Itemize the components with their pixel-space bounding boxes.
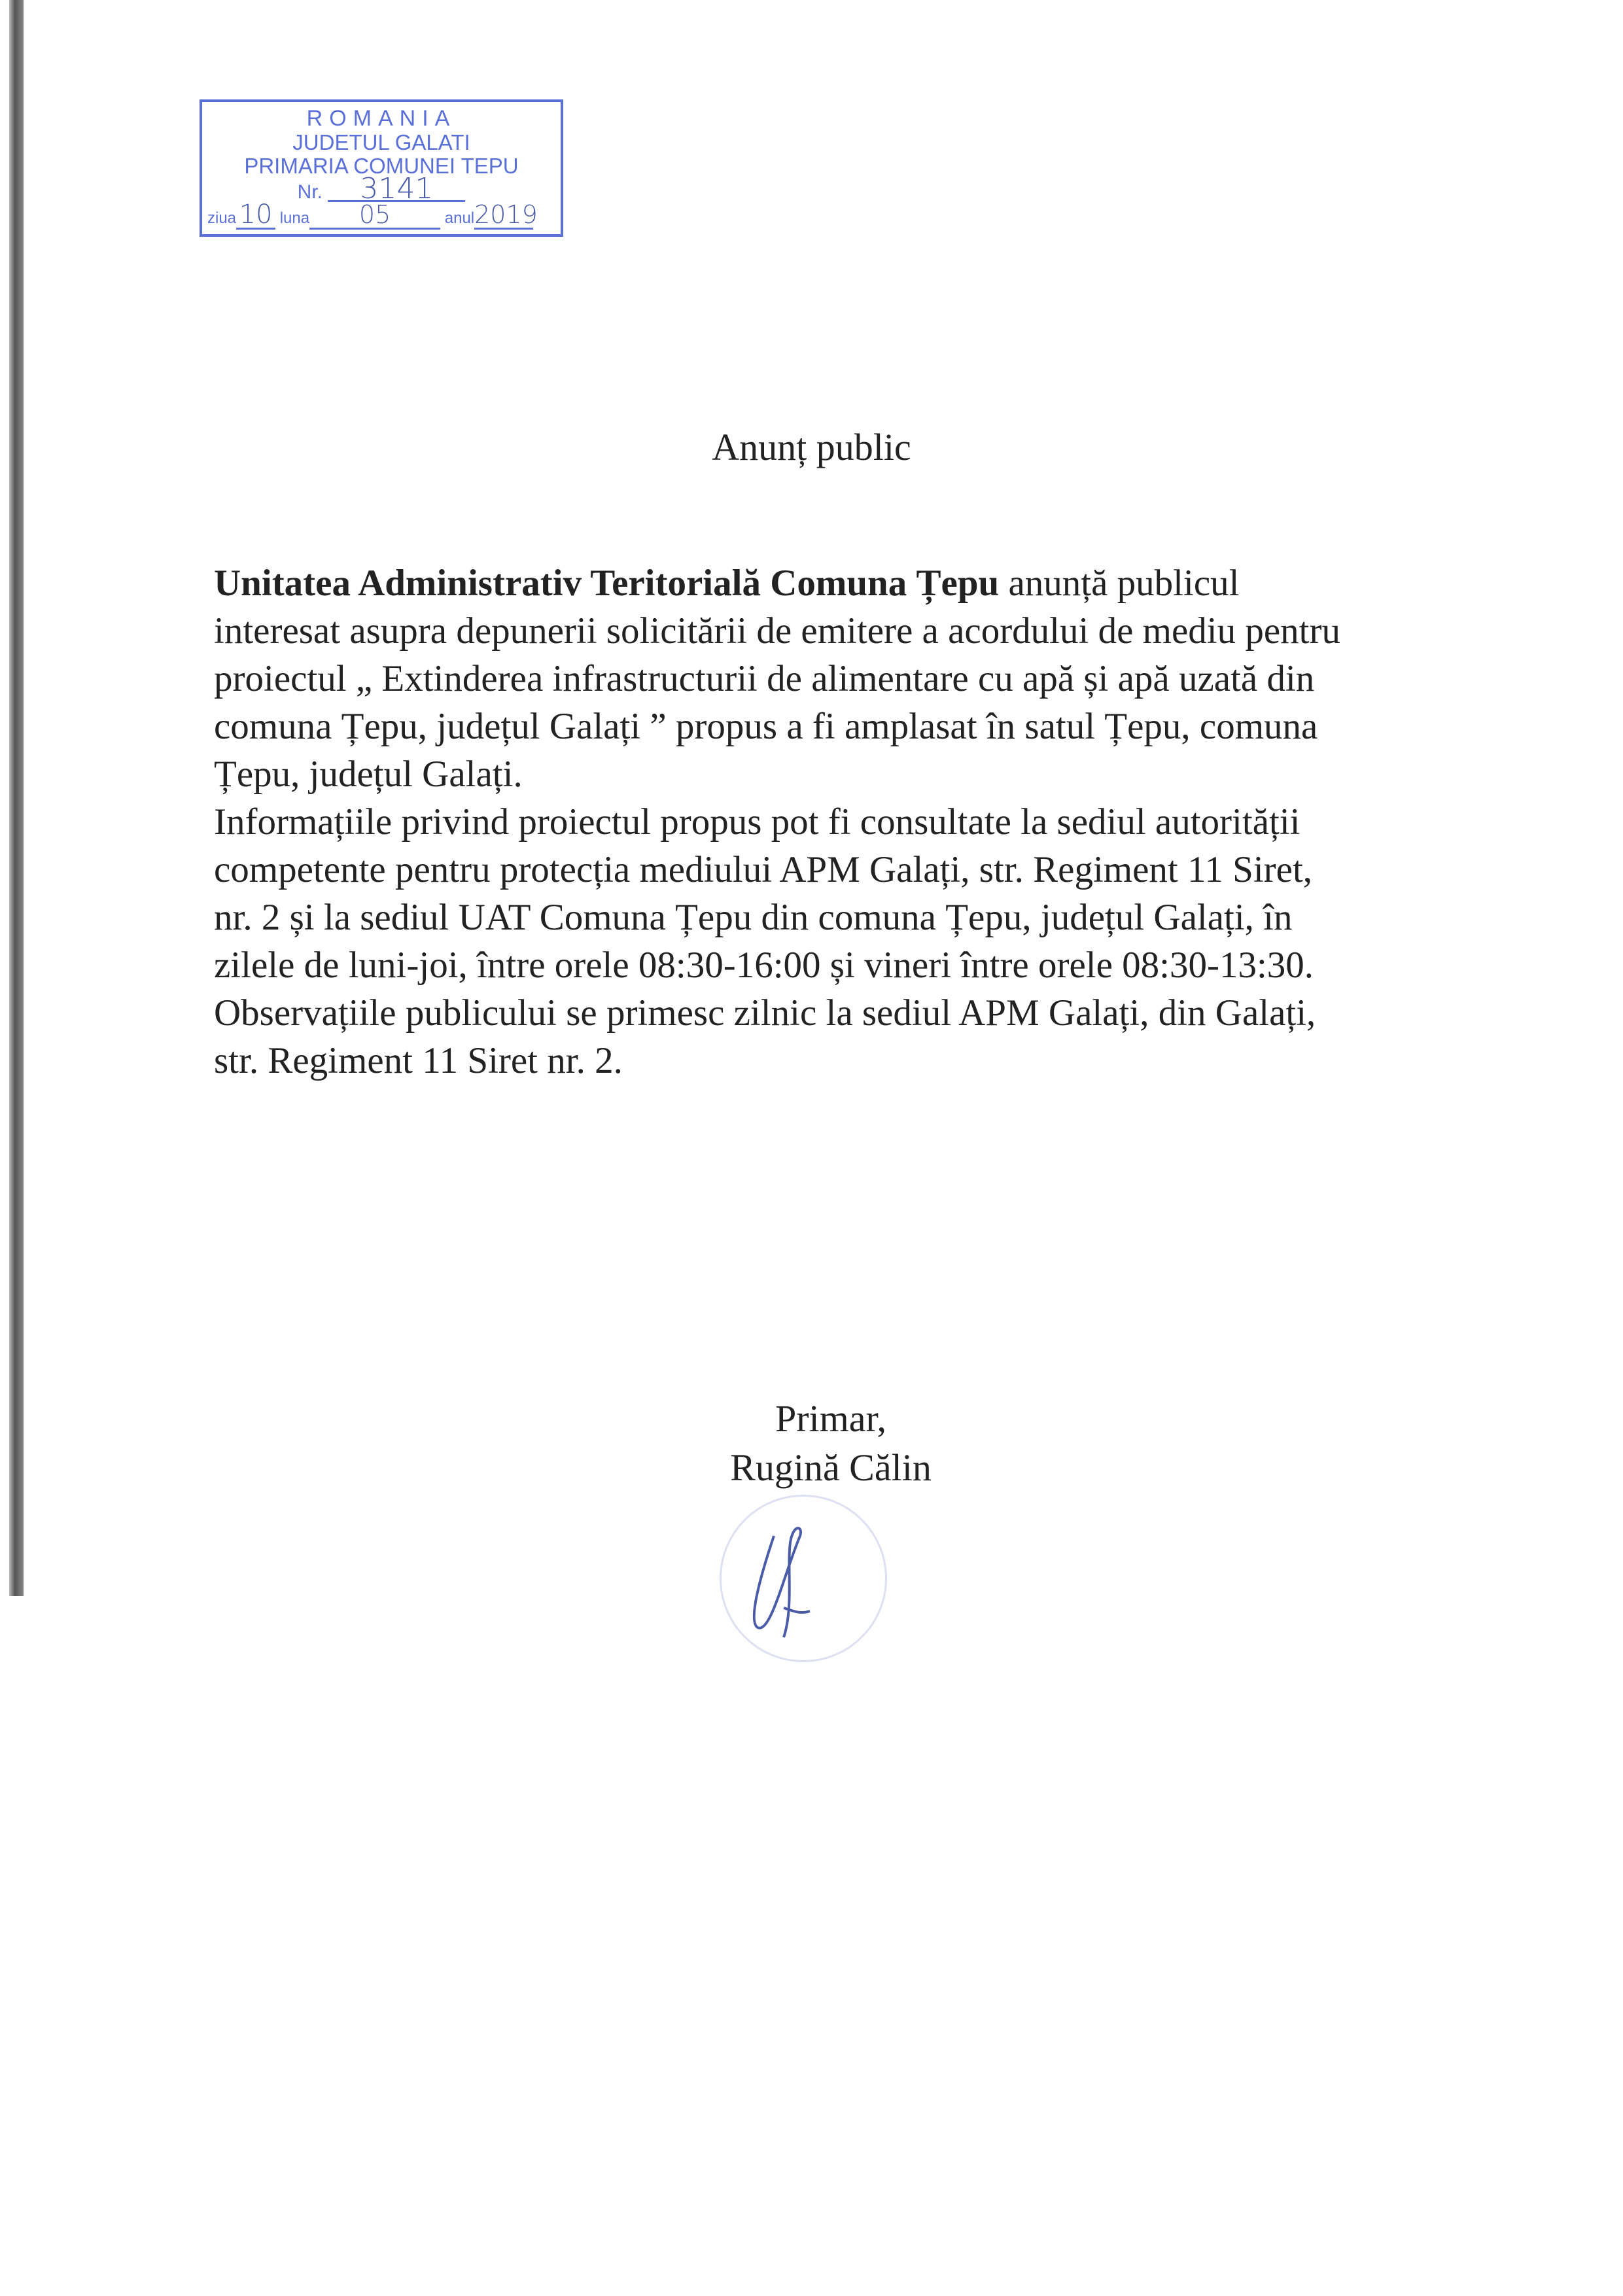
body-line: proiectul „ Extinderea infrastructurii de alimentare cu apă și apă uzată din	[214, 658, 1315, 699]
announcement-body	[214, 559, 1340, 1085]
document-title: Anunț public	[712, 426, 911, 468]
signature-name: Rugină Călin	[730, 1446, 932, 1489]
official-seal-with-signature	[720, 1495, 887, 1662]
handwritten-signature-icon	[722, 1497, 885, 1660]
stamp-day-value: 10	[236, 201, 275, 230]
registration-stamp	[200, 99, 563, 237]
stamp-year-value: 2019	[474, 200, 538, 229]
stamp-nr-label: Nr.	[297, 181, 323, 203]
stamp-nr-value: 3141	[328, 178, 465, 202]
body-line: Informațiile privind proiectul propus pot fi consultate la sediul autorității	[214, 801, 1300, 843]
stamp-year-label: anul	[444, 209, 475, 227]
scan-edge	[9, 0, 24, 1596]
body-line: str. Regiment 11 Siret nr. 2.	[214, 1040, 623, 1081]
body-line: Țepu, județul Galați.	[214, 754, 523, 795]
stamp-country: ROMANIA	[306, 106, 457, 131]
body-line: Observațiile publicului se primesc zilnic la sediul APM Galați, din Galați,	[214, 992, 1316, 1034]
stamp-date-row	[207, 201, 555, 232]
stamp-county: JUDETUL GALATI	[292, 130, 470, 154]
body-line-text: anunță publicul	[999, 563, 1240, 604]
body-line: comuna Țepu, județul Galați ” propus a fi amplasat în satul Țepu, comuna	[214, 706, 1318, 747]
stamp-month-label: luna	[279, 209, 310, 227]
body-line: competente pentru protecția mediului APM Galați, str. Regiment 11 Siret,	[214, 849, 1313, 890]
stamp-month-value: 05	[309, 201, 440, 230]
stamp-institution: PRIMARIA COMUNEI TEPU	[244, 154, 519, 178]
body-line: zilele de luni-joi, între orele 08:30-16:00 și vineri între orele 08:30-13:30.	[214, 945, 1314, 986]
stamp-day-label: ziua	[207, 209, 237, 227]
body-line	[214, 559, 1340, 607]
body-line: interesat asupra depunerii solicitării de emitere a acordului de mediu pentru	[214, 610, 1340, 652]
signature-role: Primar,	[775, 1397, 887, 1440]
body-line: nr. 2 și la sediul UAT Comuna Țepu din comuna Țepu, județul Galați, în	[214, 897, 1293, 938]
body-bold-lead: Unitatea Administrativ Teritorială Comuna Țepu	[214, 563, 1000, 604]
